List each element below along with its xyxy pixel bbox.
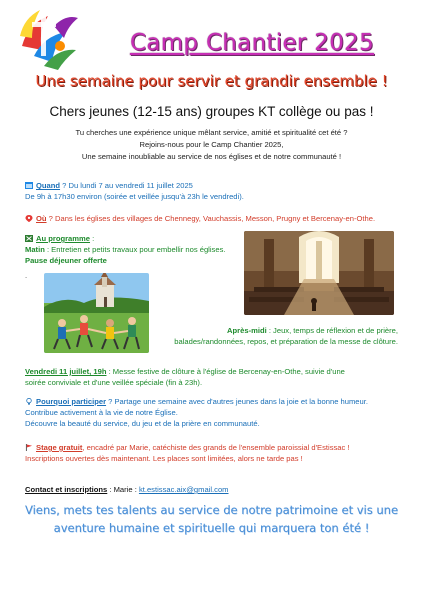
programme-colon: : (90, 234, 95, 243)
apres-midi-label: Après-midi (227, 326, 267, 335)
ou-text: ? Dans les églises des villages de Chennegy, Vauchassis, Messon, Prugny et Bercenay-en-Othe. (46, 214, 376, 223)
lightbulb-icon (25, 398, 33, 405)
stage-line-2: Inscriptions ouvertes dès maintenant. Les places sont limitées, alors ne tarde pas ! (25, 454, 303, 463)
tools-icon (25, 235, 33, 242)
intro-line-1: Tu cherches une expérience unique mêlant service, amitié et spiritualité cet été ? (75, 128, 348, 137)
apres-midi-text-2: balades/randonnées, repos, et préparation de la messe de clôture. (174, 337, 398, 346)
page-subtitle: Une semaine pour servir et grandir ensemble ! (35, 72, 388, 90)
closing-line-1: Viens, mets tes talents au service de notre patrimoine et vis une (24, 503, 399, 517)
pourquoi-line-2: Contribue activement à la vie de notre Église. (25, 408, 178, 417)
contact-email-link[interactable]: kt.estissac.aix@gmail.com (138, 485, 229, 494)
quand-text: ? Du lundi 7 au vendredi 11 juillet 2025 (60, 181, 193, 190)
vendredi-label: Vendredi 11 juillet, 19h (25, 367, 107, 376)
programme-label: Au programme (36, 234, 91, 243)
page-title: Camp Chantier 2025 (129, 30, 375, 56)
contact-text: : Marie : (107, 485, 139, 494)
contact-section (25, 484, 420, 495)
vendredi-text: : Messe festive de clôture à l'église de Bercenay-en-Othe, suivie d'une (106, 367, 345, 376)
calendar-icon (25, 182, 33, 189)
pourquoi-label: Pourquoi participer (36, 397, 107, 406)
children-playing-image (44, 273, 149, 353)
map-pin-icon (25, 215, 33, 222)
pause-dejeuner: Pause déjeuner offerte (25, 256, 107, 265)
pourquoi-text: ? Partage une semaine avec d'autres jeunes dans la joie et la bonne humeur. (106, 397, 368, 406)
matin-label: Matin (25, 245, 45, 254)
parish-logo (14, 6, 80, 72)
ou-label: Où (36, 214, 47, 223)
apres-midi-text: : Jeux, temps de réflexion et de prière, (266, 326, 398, 335)
intro-line-2: Rejoins-nous pour le Camp Chantier 2025, (139, 140, 284, 149)
intro-line-3: Une semaine inoubliable au service de nos églises et de notre communauté ! (81, 152, 342, 161)
matin-text: : Entretien et petits travaux pour embellir nos églises. (44, 245, 226, 254)
stage-section (25, 442, 420, 464)
flag-icon (25, 444, 33, 451)
pourquoi-section (25, 396, 420, 429)
closing-line-2: aventure humaine et spirituelle qui marquera ton été ! (53, 521, 370, 535)
contact-label: Contact et inscriptions (25, 485, 108, 494)
pourquoi-line-3: Découvre la beauté du service, du jeu et de la prière en communauté. (25, 419, 260, 428)
closing-message (14, 501, 409, 537)
ou-section (25, 213, 420, 224)
church-interior-image (244, 231, 394, 315)
stage-text: , encadré par Marie, catéchiste des grands de l'ensemble paroissial d'Estissac ! (82, 443, 350, 452)
quand-hours: De 9h à 17h30 environ (soirée et veillée jusqu'à 23h le vendredi). (25, 192, 244, 201)
stage-label: Stage gratuit (36, 443, 83, 452)
apres-midi-section (155, 325, 398, 347)
audience-heading: Chers jeunes (12-15 ans) groupes KT collège ou pas ! (49, 104, 374, 119)
vendredi-section (25, 366, 420, 388)
vendredi-text-2: soirée conviviale et d'une veillée spéciale (fin à 23h). (25, 378, 203, 387)
intro-text (0, 127, 423, 163)
programme-dot: . (25, 271, 28, 280)
quand-section (25, 180, 244, 202)
quand-label: Quand (36, 181, 61, 190)
